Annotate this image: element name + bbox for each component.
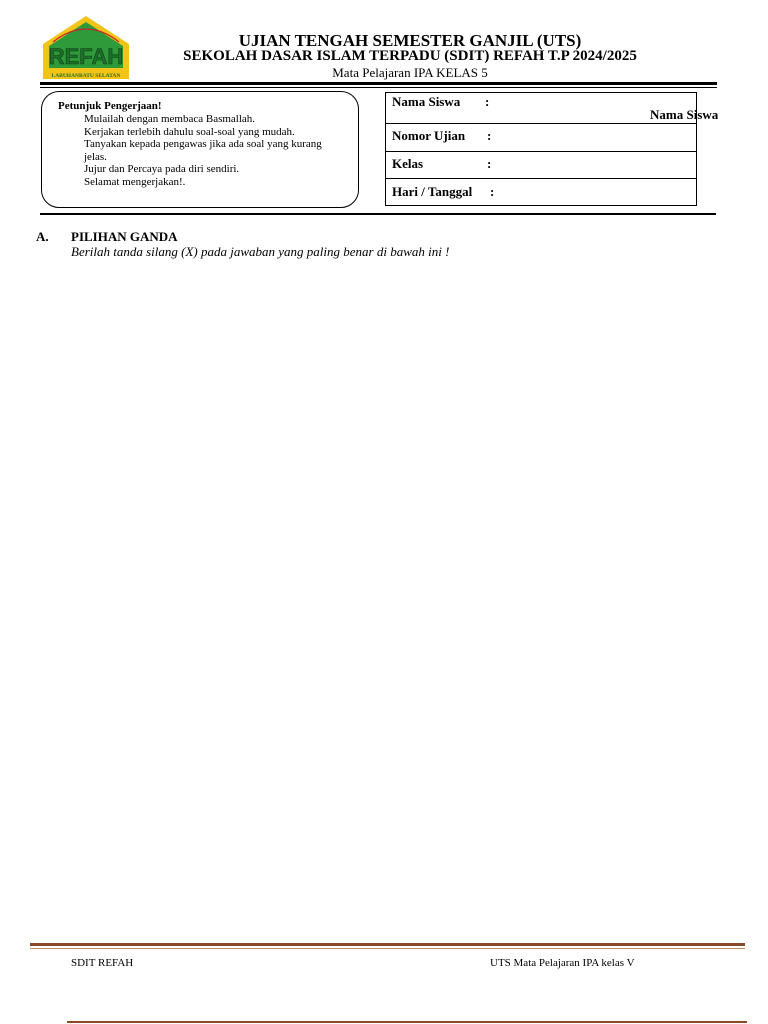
- instructions-list: [84, 113, 339, 188]
- footer-subject: UTS Mata Pelajaran IPA kelas V: [490, 957, 635, 969]
- header-rule-thick: [40, 82, 717, 85]
- identity-colon: :: [487, 128, 492, 143]
- identity-label: Nama Siswa: [392, 94, 461, 109]
- identity-row-exam-number[interactable]: [386, 124, 696, 152]
- instruction-item: Selamat mengerjakan!.: [84, 175, 186, 188]
- footer-bottom-rule: [67, 1021, 747, 1023]
- exam-title: UJIAN TENGAH SEMESTER GANJIL (UTS): [238, 31, 582, 50]
- instructions-title: Petunjuk Pengerjaan!: [58, 100, 162, 112]
- section-letter: A.: [36, 229, 49, 244]
- school-name: SEKOLAH DASAR ISLAM TERPADU (SDIT) REFAH T.P 2024/2025: [183, 48, 637, 64]
- logo-wordmark: REFAH: [48, 44, 124, 69]
- section-title: PILIHAN GANDA: [71, 229, 178, 244]
- identity-label: Kelas: [392, 156, 424, 171]
- identity-row-class[interactable]: [386, 152, 696, 179]
- section-separator: [40, 213, 716, 215]
- instruction-item: Mulailah dengan membaca Basmallah.: [84, 113, 256, 125]
- identity-label: Hari / Tanggal: [392, 184, 473, 199]
- floating-student-name-label: Nama Siswa: [650, 107, 719, 122]
- identity-colon: :: [487, 156, 492, 171]
- logo-banner-text: LABUHANBATU SELATAN: [51, 73, 121, 79]
- section-instruction: Berilah tanda silang (X) pada jawaban yang paling benar di bawah ini !: [71, 244, 450, 259]
- identity-row-date[interactable]: [386, 179, 696, 205]
- school-logo: [41, 14, 131, 82]
- subject-line: Mata Pelajaran IPA KELAS 5: [332, 65, 488, 80]
- footer-rule-thick: [30, 943, 745, 946]
- identity-label: Nomor Ujian: [392, 128, 466, 143]
- identity-colon: :: [490, 184, 495, 199]
- header-rule-thin: [40, 87, 717, 88]
- instruction-item: Kerjakan terlebih dahulu soal-soal yang mudah.: [84, 125, 295, 138]
- footer-school: SDIT REFAH: [71, 957, 134, 969]
- identity-colon: :: [485, 94, 490, 109]
- instruction-item: Tanyakan kepada pengawas jika ada soal yang kurang jelas.: [84, 138, 322, 163]
- instruction-item: Jujur dan Percaya pada diri sendiri.: [84, 163, 240, 175]
- footer-rule-thin: [30, 948, 745, 949]
